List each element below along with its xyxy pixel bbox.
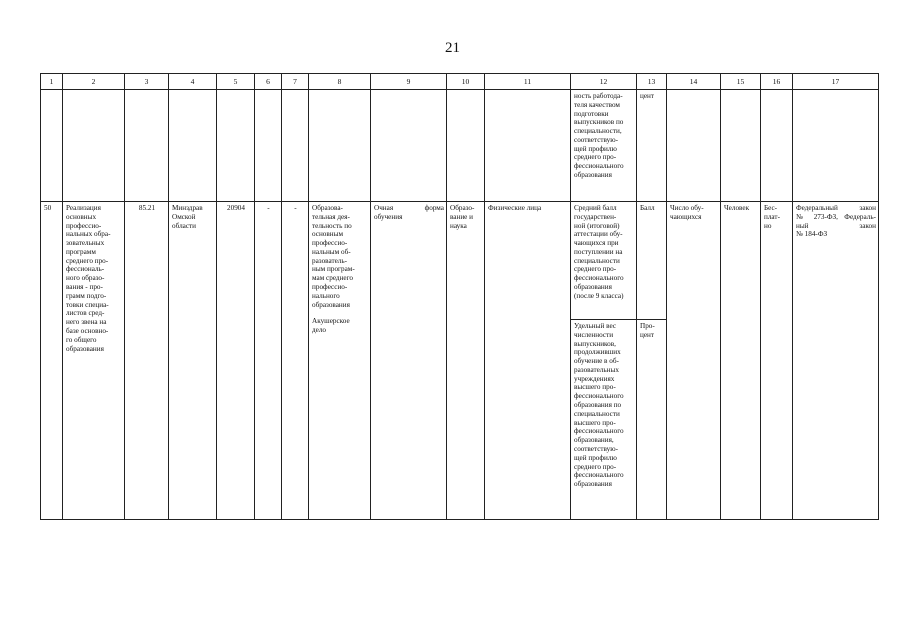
indicator-unit-cell: Балл <box>637 202 667 320</box>
header-cell: 12 <box>571 74 637 90</box>
services-table <box>40 73 879 520</box>
indicator-cell: Средний балл государствен- ной (итоговой) аттестации обу- чающихся при поступлении на специальности среднего про- фессионального образования (после 9 класса) <box>571 202 637 320</box>
okved-code-cell: 85.21 <box>125 202 169 520</box>
header-cell: 7 <box>282 74 309 90</box>
header-cell: 10 <box>447 74 485 90</box>
volume-indicator-cell: Число обу- чающихся <box>667 202 721 520</box>
header-cell: 4 <box>169 74 217 90</box>
indicator-unit-cell: Про- цент <box>637 320 667 520</box>
sphere-cell: Образо- вание и наука <box>447 202 485 520</box>
col6-cell: - <box>255 202 282 520</box>
header-cell: 15 <box>721 74 761 90</box>
indicator-cell: Удельный вес численности выпускников, продолживших обучение в об- разовательных учреждениях высшего про- фессионального образования по специальности высшего про- фессионального образования, соответствую- щей профилю среднего про- фессионального образования <box>571 320 637 520</box>
header-cell: 13 <box>637 74 667 90</box>
page-number: 21 <box>445 40 460 56</box>
continuation-unit-cell: цент <box>637 90 667 202</box>
service-name-cell: Реализация основных профессио- нальных обра- зовательных программ среднего про- фессиональ- ного образо- вания - про- грамм подго- товки специа- листов сред- него звена на базе основно- го общего образования <box>63 202 125 520</box>
header-cell: 11 <box>485 74 571 90</box>
continuation-indicator-cell: ность работода- теля качеством подготовки выпускников по специальности, соответствую- щей профилю среднего про- фессионального образования <box>571 90 637 202</box>
header-cell: 9 <box>371 74 447 90</box>
header-cell: 3 <box>125 74 169 90</box>
continuation-row <box>41 90 879 202</box>
header-cell: 2 <box>63 74 125 90</box>
table-row-50 <box>41 202 879 320</box>
volume-unit-cell: Человек <box>721 202 761 520</box>
activity-content-cell: Образова- тельная дея- тельность по основным профессио- нальным об- разователь- ным програм- мам среднего профессио- нального образования Акушерское дело <box>309 202 371 520</box>
header-row <box>41 74 879 90</box>
header-cell: 14 <box>667 74 721 90</box>
header-cell: 8 <box>309 74 371 90</box>
header-cell: 6 <box>255 74 282 90</box>
row-number: 50 <box>41 202 63 520</box>
study-form-cell: Очная форма обучения <box>371 202 447 520</box>
authority-cell: Минздрав Омской области <box>169 202 217 520</box>
consumers-cell: Физические лица <box>485 202 571 520</box>
service-code-cell: 20904 <box>217 202 255 520</box>
payment-cell: Бес- плат- но <box>761 202 793 520</box>
header-cell: 5 <box>217 74 255 90</box>
legal-basis-cell: Федеральный закон № 273-ФЗ, Федераль- ный закон № 184-ФЗ <box>793 202 879 520</box>
header-cell: 17 <box>793 74 879 90</box>
header-cell: 1 <box>41 74 63 90</box>
header-cell: 16 <box>761 74 793 90</box>
col7-cell: - <box>282 202 309 520</box>
